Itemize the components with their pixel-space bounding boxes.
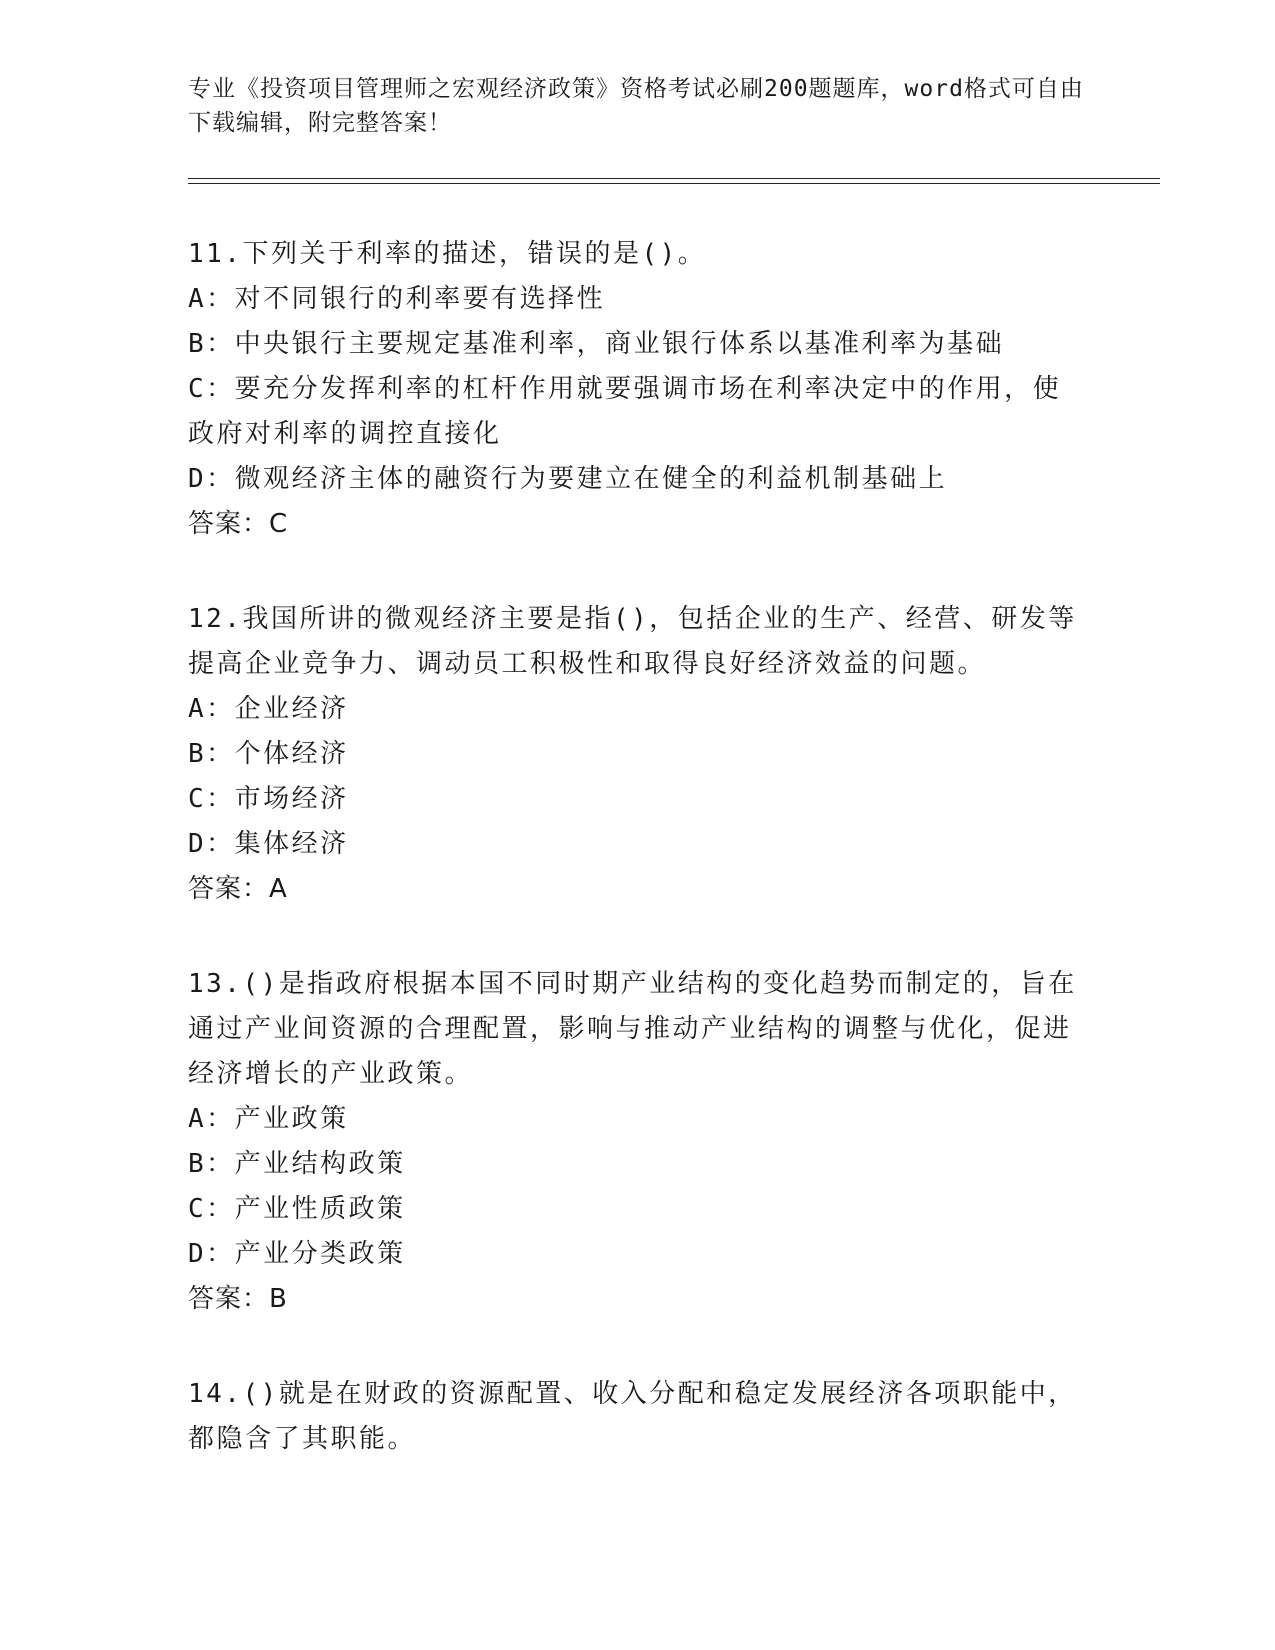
option-d: D：集体经济 bbox=[188, 829, 349, 859]
option-c: C：产业性质政策 bbox=[188, 1194, 406, 1224]
question-12 bbox=[188, 597, 1088, 912]
answer-label: 答案：A bbox=[188, 874, 288, 904]
question-spacer bbox=[188, 547, 1088, 597]
question-11 bbox=[188, 232, 1088, 547]
question-13 bbox=[188, 962, 1088, 1322]
option-c: C：市场经济 bbox=[188, 784, 349, 814]
answer-label: 答案：C bbox=[188, 509, 289, 539]
option-d: D：产业分类政策 bbox=[188, 1239, 406, 1269]
option-a: A：产业政策 bbox=[188, 1104, 349, 1134]
question-stem: 12.我国所讲的微观经济主要是指()，包括企业的生产、经营、研发等提高企业竞争力、调动员工积极性和取得良好经济效益的问题。 bbox=[188, 604, 1077, 679]
option-d: D：微观经济主体的融资行为要建立在健全的利益机制基础上 bbox=[188, 464, 948, 494]
question-spacer bbox=[188, 912, 1088, 962]
option-b: B：产业结构政策 bbox=[188, 1149, 406, 1179]
option-a: A：企业经济 bbox=[188, 694, 349, 724]
option-a: A：对不同银行的利率要有选择性 bbox=[188, 284, 606, 314]
answer-label: 答案：B bbox=[188, 1284, 288, 1314]
header-text: 专业《投资项目管理师之宏观经济政策》资格考试必刷200题题库，word格式可自由下载编辑，附完整答案！ bbox=[188, 76, 1084, 136]
question-stem: 11.下列关于利率的描述，错误的是()。 bbox=[188, 239, 707, 269]
question-stem: 14.()就是在财政的资源配置、收入分配和稳定发展经济各项职能中，都隐含了其职能。 bbox=[188, 1379, 1077, 1454]
question-list bbox=[188, 232, 1088, 1462]
option-c: C：要充分发挥利率的杠杆作用就要强调市场在利率决定中的作用，使政府对利率的调控直接化 bbox=[188, 374, 1062, 449]
question-stem: 13.()是指政府根据本国不同时期产业结构的变化趋势而制定的，旨在通过产业间资源的合理配置，影响与推动产业结构的调整与优化，促进经济增长的产业政策。 bbox=[188, 969, 1077, 1089]
question-spacer bbox=[188, 1322, 1088, 1372]
question-14 bbox=[188, 1372, 1088, 1462]
option-b: B：个体经济 bbox=[188, 739, 349, 769]
header-divider bbox=[188, 178, 1160, 184]
document-header bbox=[188, 72, 1088, 140]
option-b: B：中央银行主要规定基准利率，商业银行体系以基准利率为基础 bbox=[188, 329, 1005, 359]
